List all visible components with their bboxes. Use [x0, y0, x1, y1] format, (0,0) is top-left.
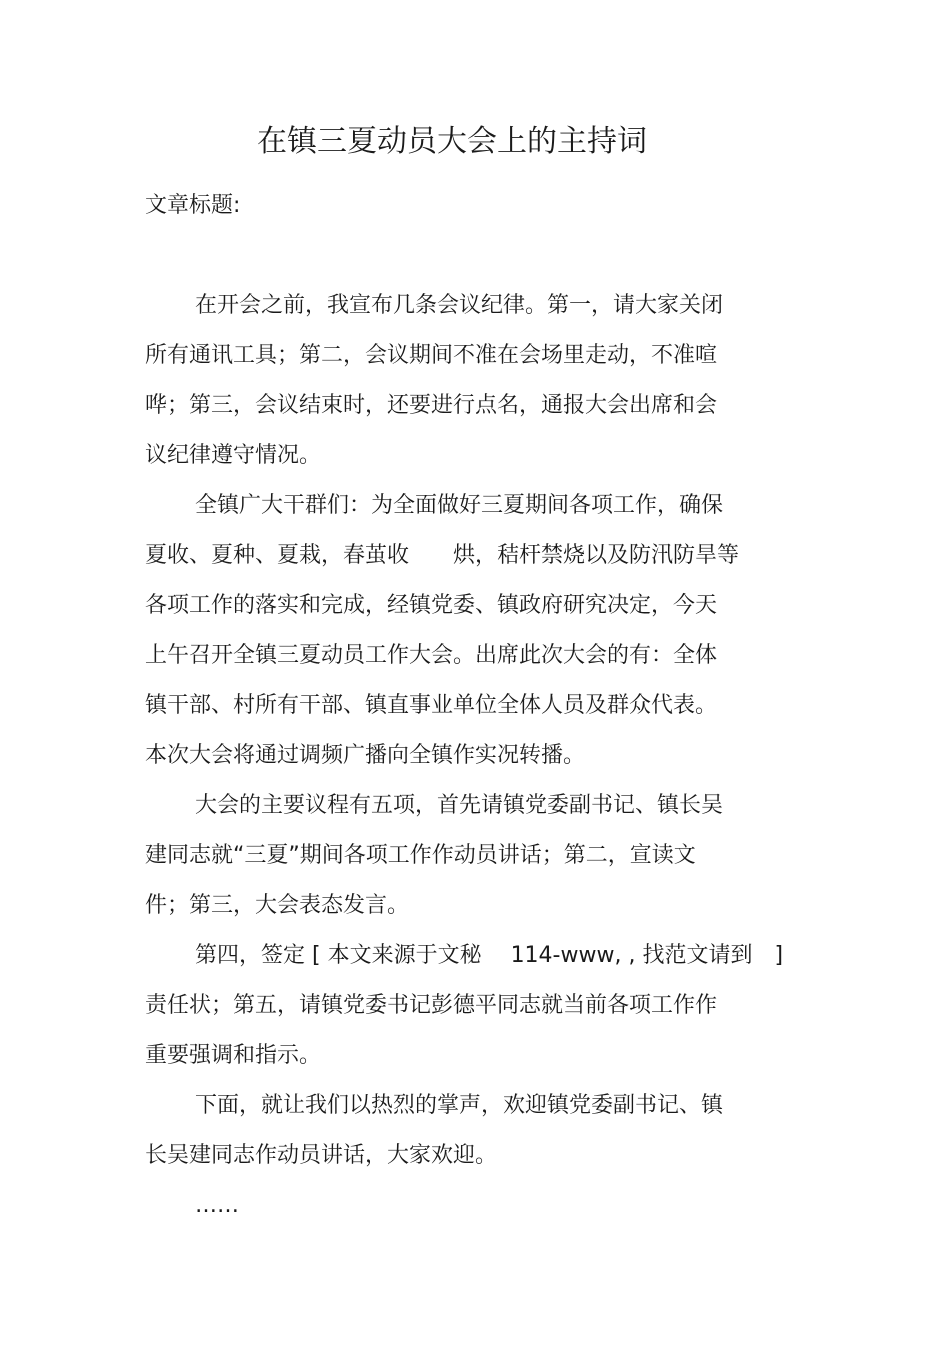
text-line: 哗；第三，会议结束时，还要进行点名，通报大会出席和会	[145, 393, 718, 418]
text-line: 各项工作的落实和完成，经镇党委、镇政府研究决定，今天	[145, 593, 718, 618]
text-line: 议纪律遵守情况。	[145, 443, 322, 468]
text-line: 镇干部、村所有干部、镇直事业单位全体人员及群众代表。	[145, 693, 718, 718]
text-line: 上午召开全镇三夏动员工作大会。出席此次大会的有：全体	[145, 643, 718, 668]
text-line: 本次大会将通过调频广播向全镇作实况转播。	[145, 743, 586, 768]
text-line: 第四，签定 [ 本文来源于文秘 114-www, , 找范文请到 ]	[195, 943, 784, 968]
text-line: 全镇广大干群们：为全面做好三夏期间各项工作，确保	[195, 493, 724, 518]
document-title: 在镇三夏动员大会上的主持词	[257, 124, 647, 159]
text-line: 下面，就让我们以热烈的掌声，欢迎镇党委副书记、镇	[195, 1093, 724, 1118]
text-line: 所有通讯工具；第二，会议期间不准在会场里走动，不准喧	[145, 343, 718, 368]
ellipsis-line: ……	[195, 1193, 239, 1218]
text-line: 责任状；第五，请镇党委书记彭德平同志就当前各项工作作	[145, 993, 718, 1018]
text-line: 长吴建同志作动员讲话，大家欢迎。	[145, 1143, 498, 1168]
text-line: 夏收、夏种、夏栽，春茧收 烘，秸杆禁烧以及防汛防旱等	[145, 543, 740, 568]
text-line: 在开会之前，我宣布几条会议纪律。第一，请大家关闭	[195, 293, 724, 318]
article-title-label: 文章标题:	[145, 193, 241, 218]
text-line: 件；第三，大会表态发言。	[145, 893, 410, 918]
text-line: 建同志就“三夏”期间各项工作作动员讲话；第二，宣读文	[145, 843, 696, 868]
text-line: 大会的主要议程有五项，首先请镇党委副书记、镇长吴	[195, 793, 724, 818]
text-line: 重要强调和指示。	[145, 1043, 322, 1068]
